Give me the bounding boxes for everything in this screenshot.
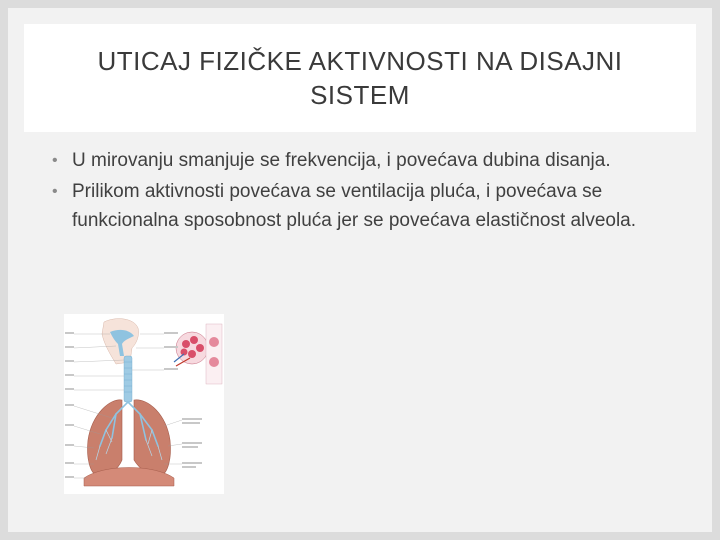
title-box xyxy=(24,24,696,132)
bullet-item xyxy=(52,177,692,235)
bullet-item xyxy=(52,146,692,175)
respiratory-system-illustration-icon xyxy=(64,314,224,494)
bullet-text: Prilikom aktivnosti povećava se ventilacija pluća, i povećava se funkcionalna sposobnost pluća jer se povećava elastičnost alveola. xyxy=(72,181,637,231)
slide-title: UTICAJ FIZIČKE AKTIVNOSTI NA DISAJNI SISTEM xyxy=(97,46,623,110)
bullet-list xyxy=(52,146,692,237)
bullet-text: U mirovanju smanjuje se frekvencija, i povećava dubina disanja. xyxy=(72,150,611,171)
bullet-dot-icon: • xyxy=(52,183,58,200)
slide xyxy=(8,8,712,532)
respiratory-system-figure xyxy=(64,314,224,494)
bullet-dot-icon: • xyxy=(52,152,58,169)
